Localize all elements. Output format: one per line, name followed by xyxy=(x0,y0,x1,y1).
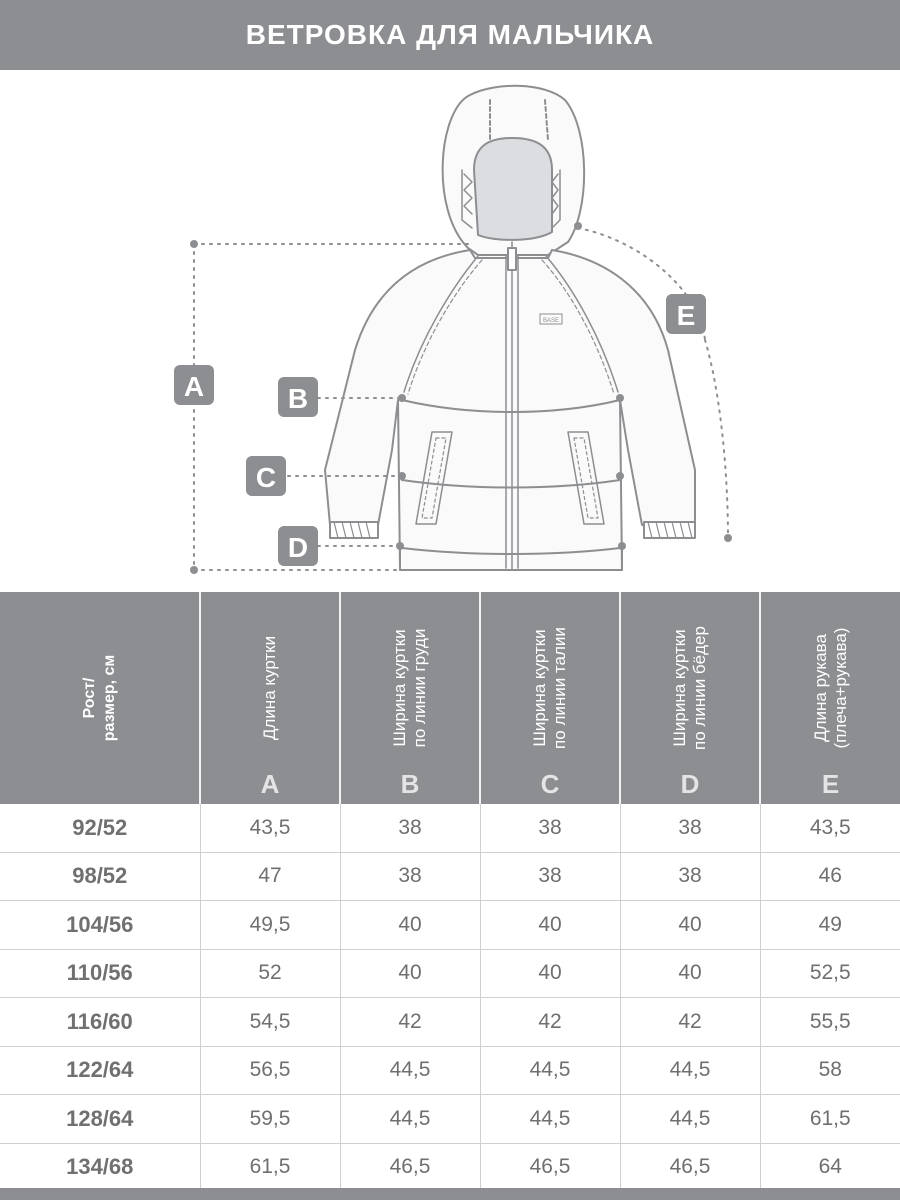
measure-cell: 46,5 xyxy=(340,1143,480,1192)
measure-cell: 40 xyxy=(480,949,620,998)
measure-cell: 46,5 xyxy=(620,1143,760,1192)
size-cell: 104/56 xyxy=(0,901,200,950)
size-cell: 134/68 xyxy=(0,1143,200,1192)
size-cell: 98/52 xyxy=(0,852,200,901)
table-row xyxy=(0,804,900,852)
table-row xyxy=(0,1143,900,1192)
header-c: Ширина куртки по линии талии C xyxy=(480,592,620,804)
measure-cell: 61,5 xyxy=(760,1095,900,1144)
bottom-bar xyxy=(0,1188,900,1200)
measure-cell: 43,5 xyxy=(200,804,340,852)
measure-cell: 44,5 xyxy=(480,1095,620,1144)
jacket-body xyxy=(325,250,695,570)
measure-cell: 38 xyxy=(340,804,480,852)
header-size: Рост/ размер, см xyxy=(0,592,200,804)
svg-text:D: D xyxy=(287,532,309,563)
size-cell: 128/64 xyxy=(0,1095,200,1144)
measure-cell: 40 xyxy=(340,949,480,998)
measure-cell: 56,5 xyxy=(200,1046,340,1095)
header-a: Длина куртки A xyxy=(200,592,340,804)
measure-cell: 49,5 xyxy=(200,901,340,950)
svg-text:C: C xyxy=(255,462,277,493)
measure-cell: 38 xyxy=(340,852,480,901)
measure-cell: 44,5 xyxy=(480,1046,620,1095)
page-title: ВЕТРОВКА ДЛЯ МАЛЬЧИКА xyxy=(245,19,655,50)
measure-cell: 64 xyxy=(760,1143,900,1192)
size-cell: 110/56 xyxy=(0,949,200,998)
measure-cell: 40 xyxy=(480,901,620,950)
size-cell: 122/64 xyxy=(0,1046,200,1095)
table-row xyxy=(0,901,900,950)
measure-cell: 59,5 xyxy=(200,1095,340,1144)
measure-cell: 40 xyxy=(620,901,760,950)
measure-cell: 40 xyxy=(620,949,760,998)
header-e: Длина рукава (плеча+рукава) E xyxy=(760,592,900,804)
marker-b xyxy=(278,377,318,417)
measure-cell: 58 xyxy=(760,1046,900,1095)
size-cell: 92/52 xyxy=(0,804,200,852)
svg-text:A: A xyxy=(183,371,205,402)
hood-opening xyxy=(474,138,552,240)
measure-cell: 42 xyxy=(620,998,760,1047)
measure-cell: 47 xyxy=(200,852,340,901)
size-table xyxy=(0,592,900,1192)
measure-cell: 52,5 xyxy=(760,949,900,998)
jacket-diagram xyxy=(0,70,900,590)
measure-cell: 54,5 xyxy=(200,998,340,1047)
measure-cell: 42 xyxy=(340,998,480,1047)
measure-cell: 61,5 xyxy=(200,1143,340,1192)
measure-cell: 38 xyxy=(620,852,760,901)
table-row xyxy=(0,949,900,998)
measure-cell: 44,5 xyxy=(340,1095,480,1144)
measure-cell: 43,5 xyxy=(760,804,900,852)
table-row xyxy=(0,1046,900,1095)
svg-text:E: E xyxy=(676,300,696,331)
measure-cell: 44,5 xyxy=(620,1095,760,1144)
measure-cell: 38 xyxy=(620,804,760,852)
measure-cell: 38 xyxy=(480,852,620,901)
svg-text:B: B xyxy=(287,383,309,414)
title-bar xyxy=(0,0,900,70)
marker-e xyxy=(666,294,706,334)
size-cell: 116/60 xyxy=(0,998,200,1047)
measure-cell: 38 xyxy=(480,804,620,852)
measure-cell: 46 xyxy=(760,852,900,901)
header-b: Ширина куртки по линии груди B xyxy=(340,592,480,804)
table-row xyxy=(0,1095,900,1144)
measure-cell: 44,5 xyxy=(340,1046,480,1095)
measure-cell: 55,5 xyxy=(760,998,900,1047)
measure-cell: 49 xyxy=(760,901,900,950)
table-header-row xyxy=(0,592,900,804)
measure-cell: 52 xyxy=(200,949,340,998)
header-d: Ширина куртки по линии бёдер D xyxy=(620,592,760,804)
marker-d xyxy=(278,526,318,566)
measure-cell: 40 xyxy=(340,901,480,950)
table-row xyxy=(0,852,900,901)
marker-c xyxy=(246,456,286,496)
measure-cell: 46,5 xyxy=(480,1143,620,1192)
brand-tag: BASE xyxy=(542,318,560,324)
table-row xyxy=(0,998,900,1047)
marker-a xyxy=(174,365,214,405)
measure-cell: 42 xyxy=(480,998,620,1047)
measure-cell: 44,5 xyxy=(620,1046,760,1095)
